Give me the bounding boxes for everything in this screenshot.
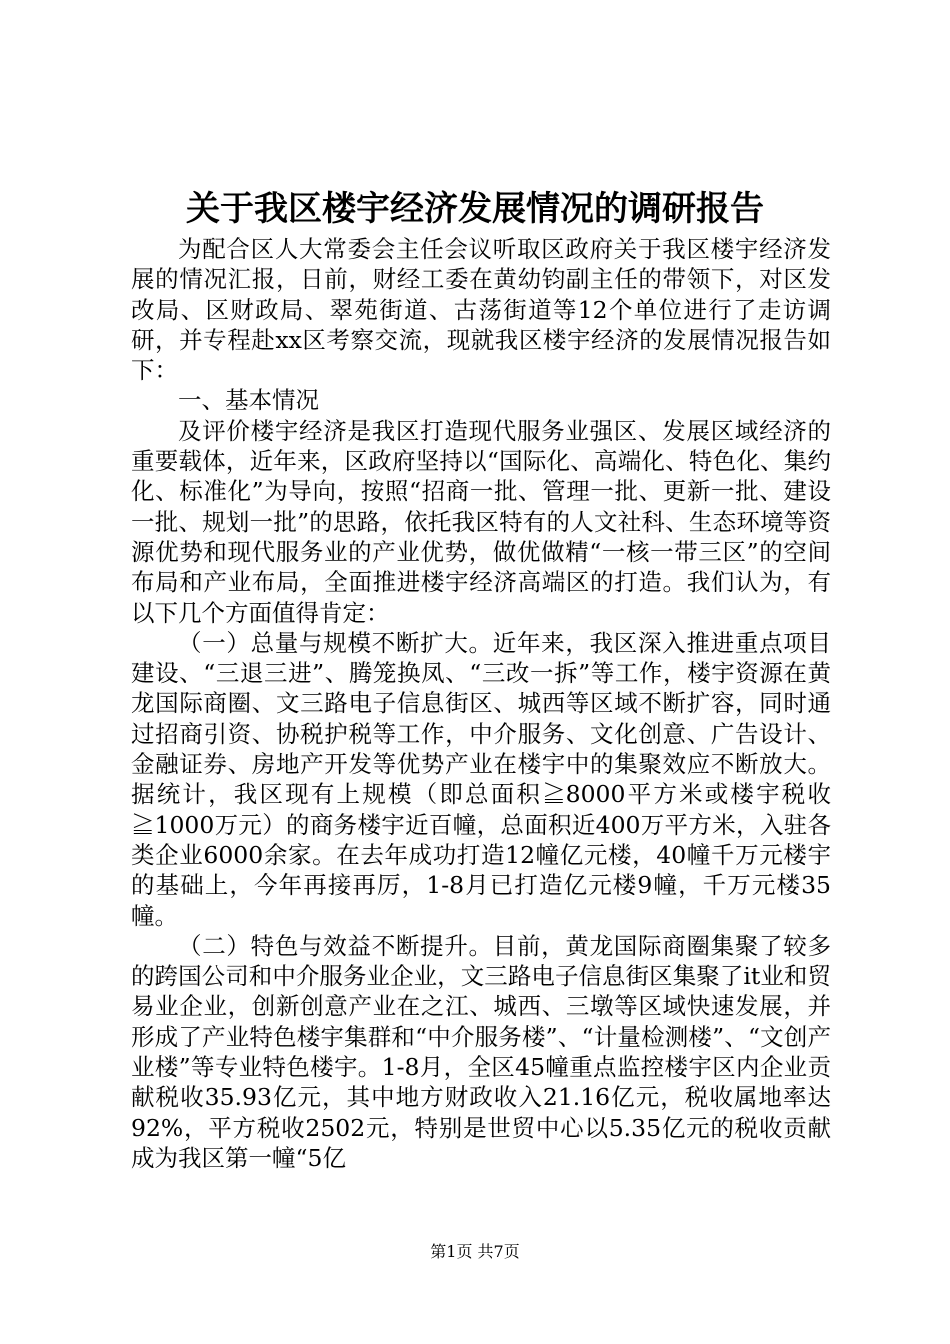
page-total: 共7页: [477, 1242, 520, 1261]
page-footer: [0, 1241, 950, 1263]
page-number: 第1页: [430, 1242, 473, 1261]
section-heading-basic: 一、基本情况: [178, 386, 319, 415]
paragraph-scale: （一）总量与规模不断扩大。近年来，我区深入推进重点项目建设、“三退三进”、腾笼换凤、“三改一拆”等工作，楼宇资源在黄龙国际商圈、文三路电子信息街区、城西等区域不断扩容，同时通过招商引资、协税护税等工作，中介服务、文化创意、广告设计、金融证券、房地产开发等优势产业在楼宇中的集聚效应不断放大。据统计，我区现有上规模（即总面积≧8000平方米或楼宇税收≧1000万元）的商务楼宇近百幢，总面积近400万平方米，入驻各类企业6000余家。在去年成功打造12幢亿元楼，40幢千万元楼宇的基础上，今年再接再厉，1-8月已打造亿元楼9幢，千万元楼35幢。: [131, 628, 831, 930]
paragraph-features: （二）特色与效益不断提升。目前，黄龙国际商圈集聚了较多的跨国公司和中介服务业企业，文三路电子信息街区集聚了it业和贸易业企业，创新创意产业在之江、城西、三墩等区域快速发展，并形成了产业特色楼宇集群和“中介服务楼”、“计量检测楼”、“文创产业楼”等专业特色楼宇。1-8月，全区45幢重点监控楼宇区内企业贡献税收35.93亿元，其中地方财政收入21.16亿元，税收属地率达92%，平方税收2502元，特别是世贸中心以5.35亿元的税收贡献成为我区第一幢“5亿: [131, 931, 831, 1172]
paragraph-evaluation: 及评价楼宇经济是我区打造现代服务业强区、发展区域经济的重要载体，近年来，区政府坚持以“国际化、高端化、特色化、集约化、标准化”为导向，按照“招商一批、管理一批、更新一批、建设一批、规划一批”的思路，依托我区特有的人文社科、生态环境等资源优势和现代服务业的产业优势，做优做精“一核一带三区”的空间布局和产业布局，全面推进楼宇经济高端区的打造。我们认为，有以下几个方面值得肯定：: [131, 416, 831, 627]
paragraph-intro: 为配合区人大常委会主任会议听取区政府关于我区楼宇经济发展的情况汇报，日前，财经工委在黄幼钧副主任的带领下，对区发改局、区财政局、翠苑街道、古荡街道等12个单位进行了走访调研，并专程赴xx区考察交流，现就我区楼宇经济的发展情况报告如下：: [131, 235, 831, 385]
document-title: 关于我区楼宇经济发展情况的调研报告: [186, 189, 764, 229]
document-body: [131, 234, 831, 1173]
